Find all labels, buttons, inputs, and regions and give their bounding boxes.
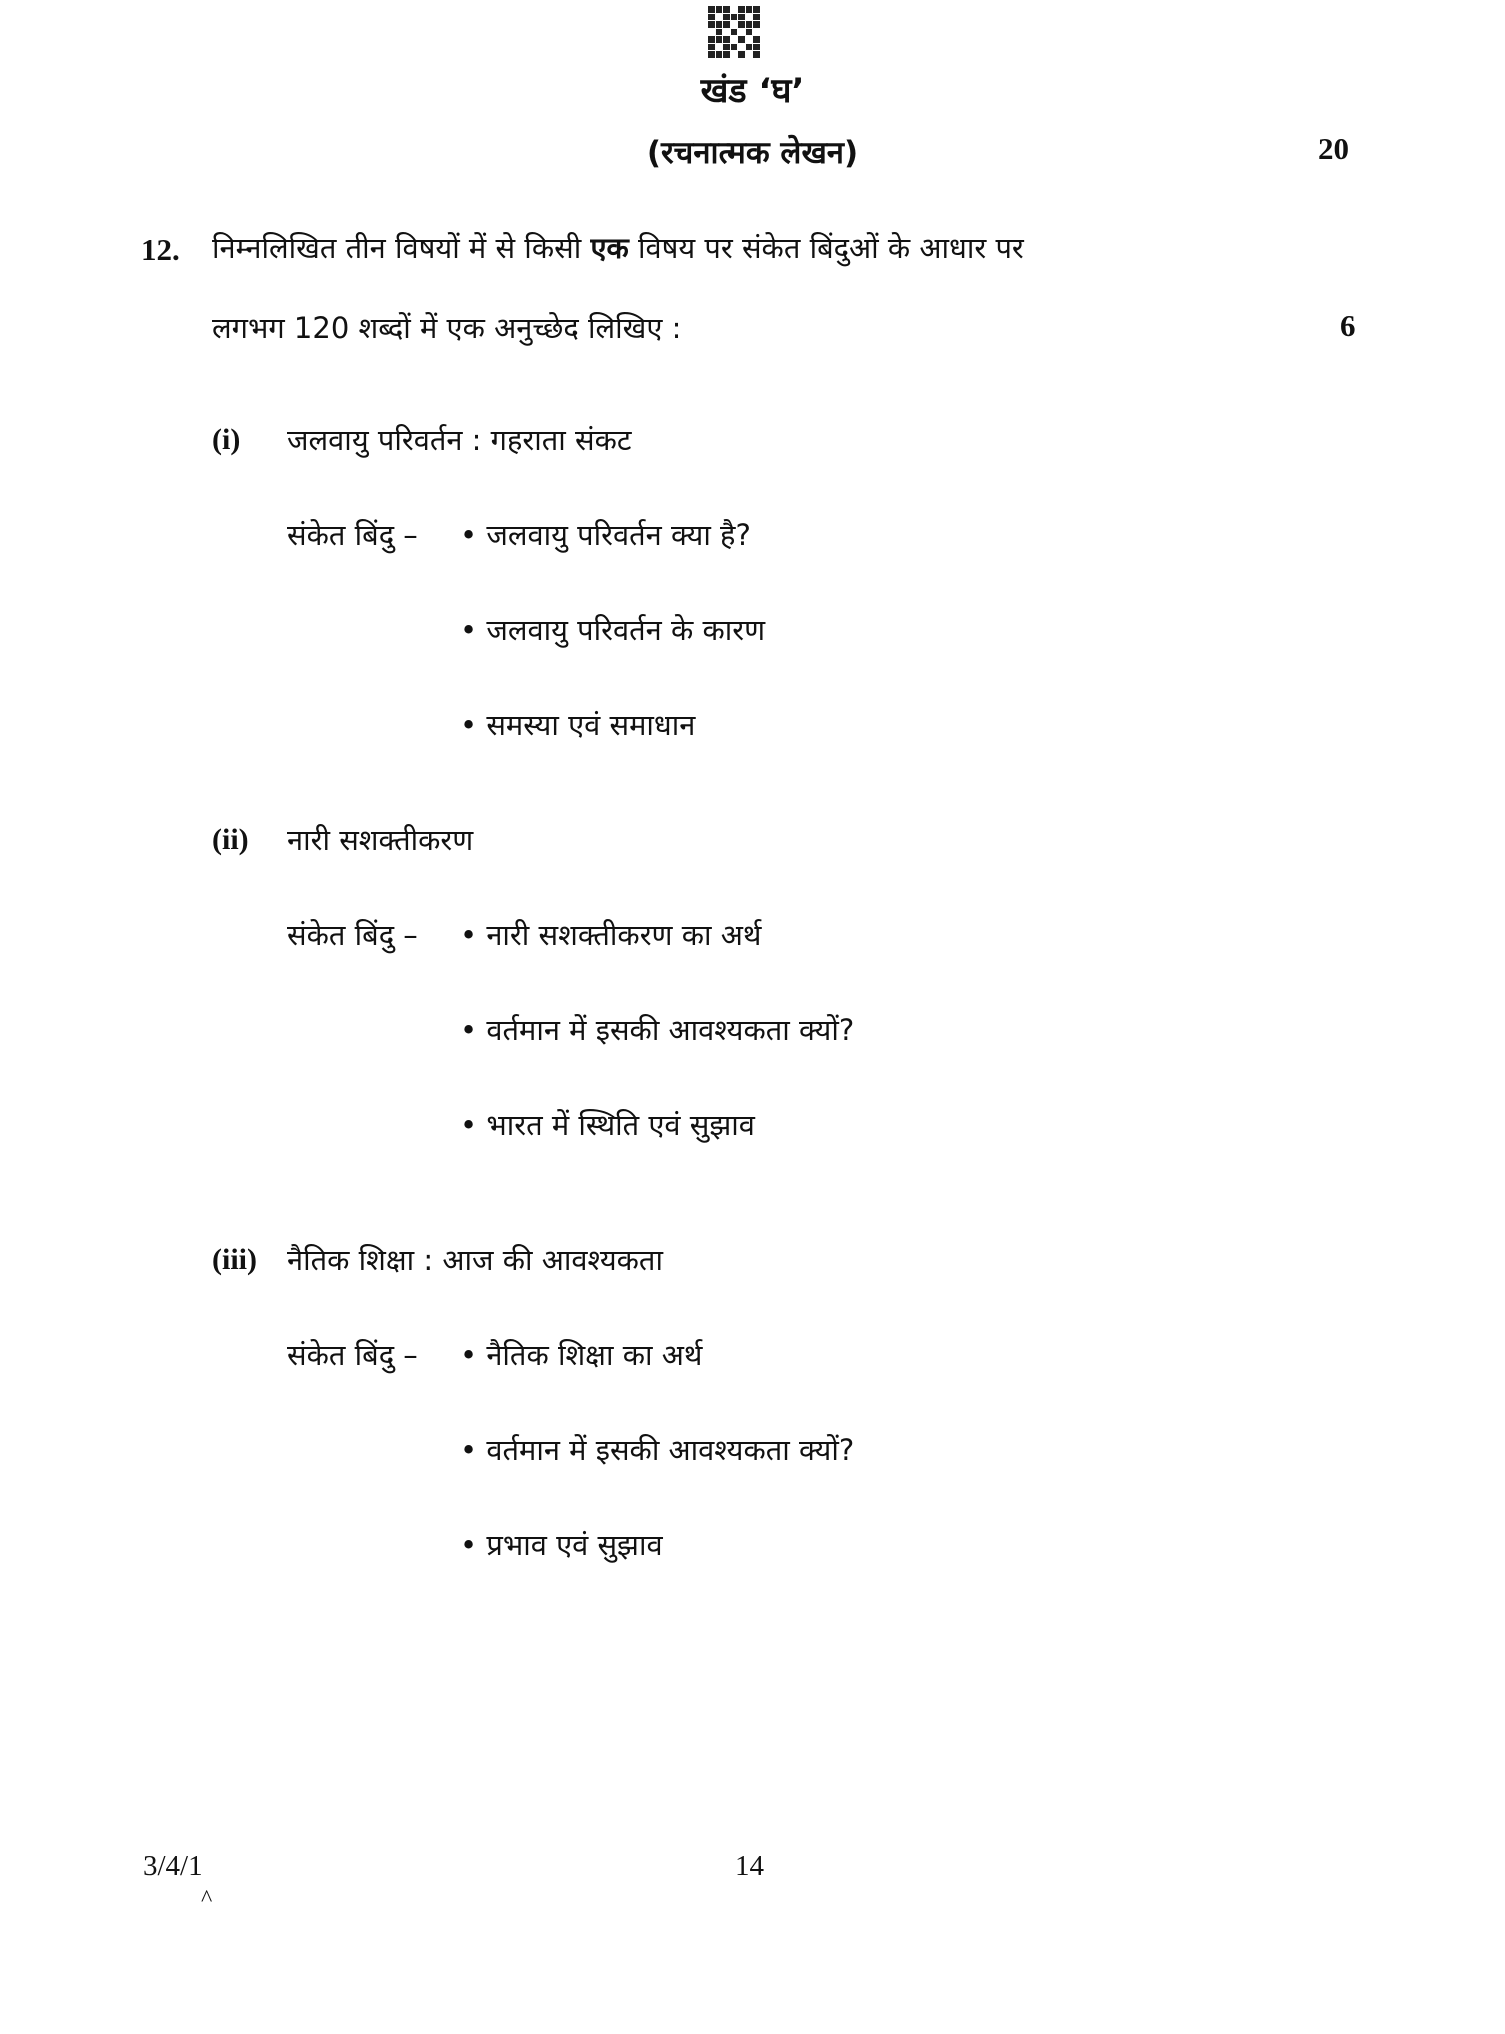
paper-code: 3/4/1 [143,1850,203,1882]
hint-label: संकेत बिंदु – [287,1338,418,1372]
page-number: 14 [735,1850,764,1882]
hint-label: संकेत बिंदु – [287,918,418,952]
section-title: खंड ‘घ’ [700,71,805,111]
question-marks: 6 [1340,308,1356,343]
hint-point: • जलवायु परिवर्तन के कारण [460,613,766,647]
hint-point: • वर्तमान में इसकी आवश्यकता क्यों? [460,1433,855,1467]
question-number: 12. [141,232,180,267]
hint-point: • भारत में स्थिति एवं सुझाव [460,1108,755,1142]
section-subtitle: (रचनात्मक लेखन) [646,135,859,171]
emphasis-word: एक [590,231,629,265]
option-label: (iii) [212,1243,257,1276]
hint-point: • जलवायु परिवर्तन क्या है? [460,518,751,552]
hint-point: • वर्तमान में इसकी आवश्यकता क्यों? [460,1013,855,1047]
question-line1: निम्नलिखित तीन विषयों में से किसी एक विषय पर संकेत बिंदुओं के आधार पर [212,231,1024,265]
caret-mark: ^ [201,1886,213,1912]
question-text-line1 [212,228,1272,267]
option-title: नैतिक शिक्षा : आज की आवश्यकता [287,1243,663,1277]
hint-point: • समस्या एवं समाधान [460,708,696,742]
option-label: (ii) [212,823,249,856]
hint-point: • नारी सशक्तीकरण का अर्थ [460,918,762,952]
hint-point: • नैतिक शिक्षा का अर्थ [460,1338,703,1372]
section-marks: 20 [1318,131,1349,166]
option-title: नारी सशक्तीकरण [287,823,474,857]
question-text-line2: लगभग 120 शब्दों में एक अनुच्छेद लिखिए : [212,311,682,345]
hint-point: • प्रभाव एवं सुझाव [460,1528,663,1562]
qr-code-icon [708,6,760,58]
option-label: (i) [212,423,241,456]
option-title: जलवायु परिवर्तन : गहराता संकट [287,423,632,457]
hint-label: संकेत बिंदु – [287,518,418,552]
